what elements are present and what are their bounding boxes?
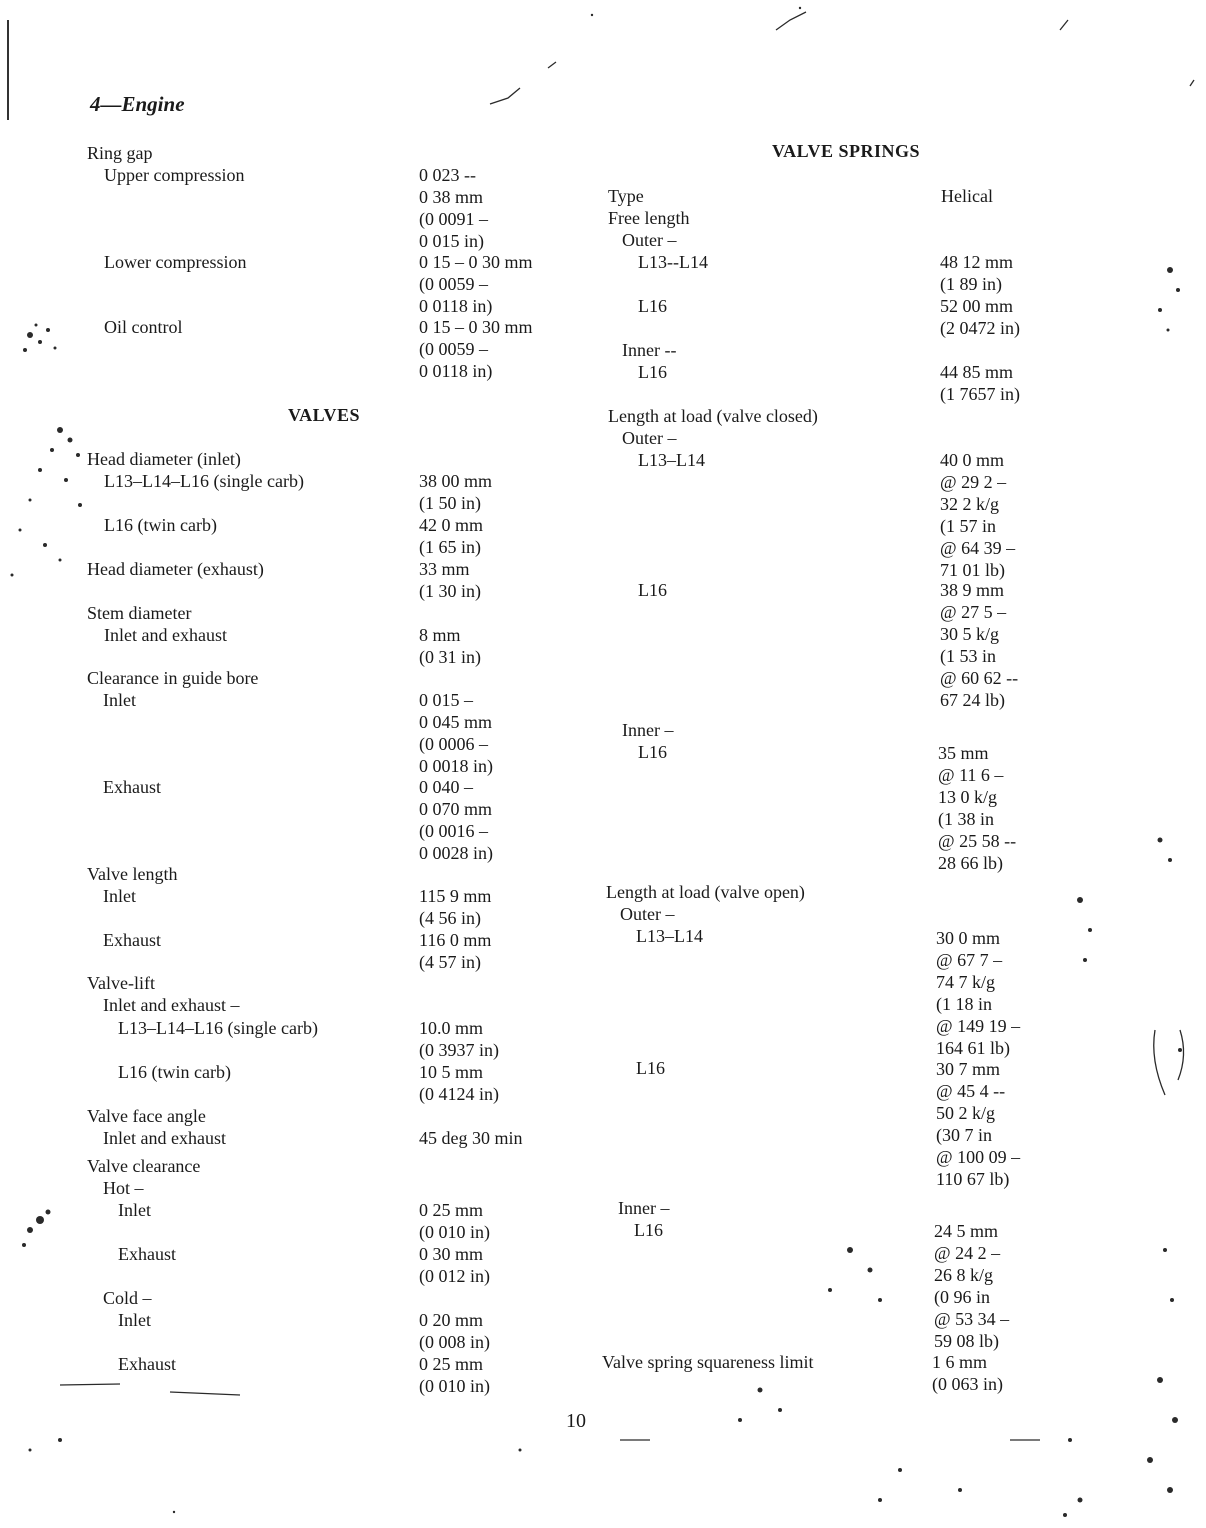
- clearance-inlet-label: Inlet: [103, 690, 136, 710]
- hot-exhaust-label: Exhaust: [118, 1244, 176, 1264]
- open-inner-l16-value: 24 5 mm @ 24 2 – 26 8 k/g (0 96 in @ 53 34 – 59 08 lb): [934, 1221, 1010, 1351]
- face-angle-label: Inlet and exhaust: [103, 1128, 226, 1148]
- open-inner-label: Inner –: [618, 1198, 670, 1218]
- length-inlet-value: 115 9 mm (4 56 in): [419, 886, 492, 928]
- closed-outer-l16-value: 38 9 mm @ 27 5 – 30 5 k/g (1 53 in @ 60 62 -- 67 24 lb): [940, 580, 1019, 710]
- type-label: Type: [608, 186, 644, 206]
- type-value: Helical: [941, 186, 993, 206]
- fl-outer-l13-label: L13--L14: [638, 252, 708, 272]
- valve-lift-heading: Valve-lift: [87, 973, 155, 993]
- face-angle-heading: Valve face angle: [87, 1106, 206, 1126]
- length-inlet-label: Inlet: [103, 886, 136, 906]
- open-inner-l16-label: L16: [634, 1220, 663, 1240]
- valve-springs-heading: VALVE SPRINGS: [772, 141, 921, 161]
- fl-outer-l16-value: 52 00 mm (2 0472 in): [940, 296, 1020, 338]
- upper-compression-value: 0 023 -- 0 38 mm (0 0091 – 0 015 in): [419, 165, 488, 251]
- open-heading: Length at load (valve open): [606, 882, 805, 902]
- closed-outer-l13-value: 40 0 mm @ 29 2 – 32 2 k/g (1 57 in @ 64 39 – 71 01 lb): [940, 450, 1016, 580]
- single-carb-value: 38 00 mm (1 50 in): [419, 471, 493, 513]
- closed-inner-l16-value: 35 mm @ 11 6 – 13 0 k/g (1 38 in @ 25 58 -- 28 66 lb): [938, 743, 1017, 873]
- head-diameter-inlet-label: Head diameter (inlet): [87, 449, 241, 469]
- hot-label: Hot –: [103, 1178, 144, 1198]
- single-carb-label: L13–L14–L16 (single carb): [104, 471, 304, 491]
- twin-carb-label: L16 (twin carb): [104, 515, 217, 535]
- head-diameter-exhaust-label: Head diameter (exhaust): [87, 559, 264, 579]
- face-angle-value: 45 deg 30 min: [419, 1128, 523, 1148]
- hot-inlet-label: Inlet: [118, 1200, 151, 1220]
- length-exhaust-label: Exhaust: [103, 930, 161, 950]
- closed-outer-label: Outer –: [622, 428, 677, 448]
- fl-outer-l13-value: 48 12 mm (1 89 in): [940, 252, 1014, 294]
- cold-inlet-label: Inlet: [118, 1310, 151, 1330]
- closed-outer-l13-label: L13–L14: [638, 450, 705, 470]
- oil-control-label: Oil control: [104, 317, 183, 337]
- lift-sub-label: Inlet and exhaust –: [103, 995, 240, 1015]
- fl-outer-l16-label: L16: [638, 296, 667, 316]
- open-outer-l13-value: 30 0 mm @ 67 7 – 74 7 k/g (1 18 in @ 149 19 – 164 61 lb): [936, 928, 1021, 1058]
- cold-label: Cold –: [103, 1288, 152, 1308]
- clearance-heading: Clearance in guide bore: [87, 668, 259, 688]
- closed-heading: Length at load (valve closed): [608, 406, 818, 426]
- page-number: 10: [566, 1410, 586, 1432]
- page-title: 4—Engine: [90, 92, 185, 116]
- closed-inner-label: Inner –: [622, 720, 674, 740]
- valves-heading: VALVES: [288, 405, 361, 425]
- stem-inlet-exhaust-label: Inlet and exhaust: [104, 625, 227, 645]
- exhaust-diameter-value: 33 mm (1 30 in): [419, 559, 481, 601]
- squareness-value: 1 6 mm (0 063 in): [932, 1352, 1003, 1394]
- cold-exhaust-label: Exhaust: [118, 1354, 176, 1374]
- fl-outer-label: Outer –: [622, 230, 677, 250]
- fl-inner-label: Inner --: [622, 340, 677, 360]
- lift-single-value: 10.0 mm (0 3937 in): [419, 1018, 499, 1060]
- twin-carb-value: 42 0 mm (1 65 in): [419, 515, 484, 557]
- clearance-exhaust-value: 0 040 – 0 070 mm (0 0016 – 0 0028 in): [419, 777, 493, 863]
- hot-inlet-value: 0 25 mm (0 010 in): [419, 1200, 490, 1242]
- open-outer-l13-label: L13–L14: [636, 926, 703, 946]
- fl-inner-l16-label: L16: [638, 362, 667, 382]
- stem-value: 8 mm (0 31 in): [419, 625, 481, 667]
- free-length-label: Free length: [608, 208, 690, 228]
- oil-control-value: 0 15 – 0 30 mm (0 0059 – 0 0118 in): [419, 317, 533, 381]
- lift-single-label: L13–L14–L16 (single carb): [118, 1018, 318, 1038]
- lower-compression-label: Lower compression: [104, 252, 247, 272]
- open-outer-l16-label: L16: [636, 1058, 665, 1078]
- cold-inlet-value: 0 20 mm (0 008 in): [419, 1310, 490, 1352]
- clearance-exhaust-label: Exhaust: [103, 777, 161, 797]
- open-outer-label: Outer –: [620, 904, 675, 924]
- ring-gap-heading: Ring gap: [87, 143, 153, 163]
- fl-inner-l16-value: 44 85 mm (1 7657 in): [940, 362, 1020, 404]
- upper-compression-label: Upper compression: [104, 165, 245, 185]
- open-outer-l16-value: 30 7 mm @ 45 4 -- 50 2 k/g (30 7 in @ 100 09 – 110 67 lb): [936, 1059, 1021, 1189]
- valve-length-heading: Valve length: [87, 864, 178, 884]
- length-exhaust-value: 116 0 mm (4 57 in): [419, 930, 492, 972]
- lift-twin-label: L16 (twin carb): [118, 1062, 231, 1082]
- cold-exhaust-value: 0 25 mm (0 010 in): [419, 1354, 490, 1396]
- lift-twin-value: 10 5 mm (0 4124 in): [419, 1062, 499, 1104]
- lower-compression-value: 0 15 – 0 30 mm (0 0059 – 0 0118 in): [419, 252, 533, 316]
- squareness-label: Valve spring squareness limit: [602, 1352, 814, 1372]
- hot-exhaust-value: 0 30 mm (0 012 in): [419, 1244, 490, 1286]
- valve-clearance-heading: Valve clearance: [87, 1156, 201, 1176]
- closed-inner-l16-label: L16: [638, 742, 667, 762]
- clearance-inlet-value: 0 015 – 0 045 mm (0 0006 – 0 0018 in): [419, 690, 493, 776]
- stem-diameter-label: Stem diameter: [87, 603, 192, 623]
- closed-outer-l16-label: L16: [638, 580, 667, 600]
